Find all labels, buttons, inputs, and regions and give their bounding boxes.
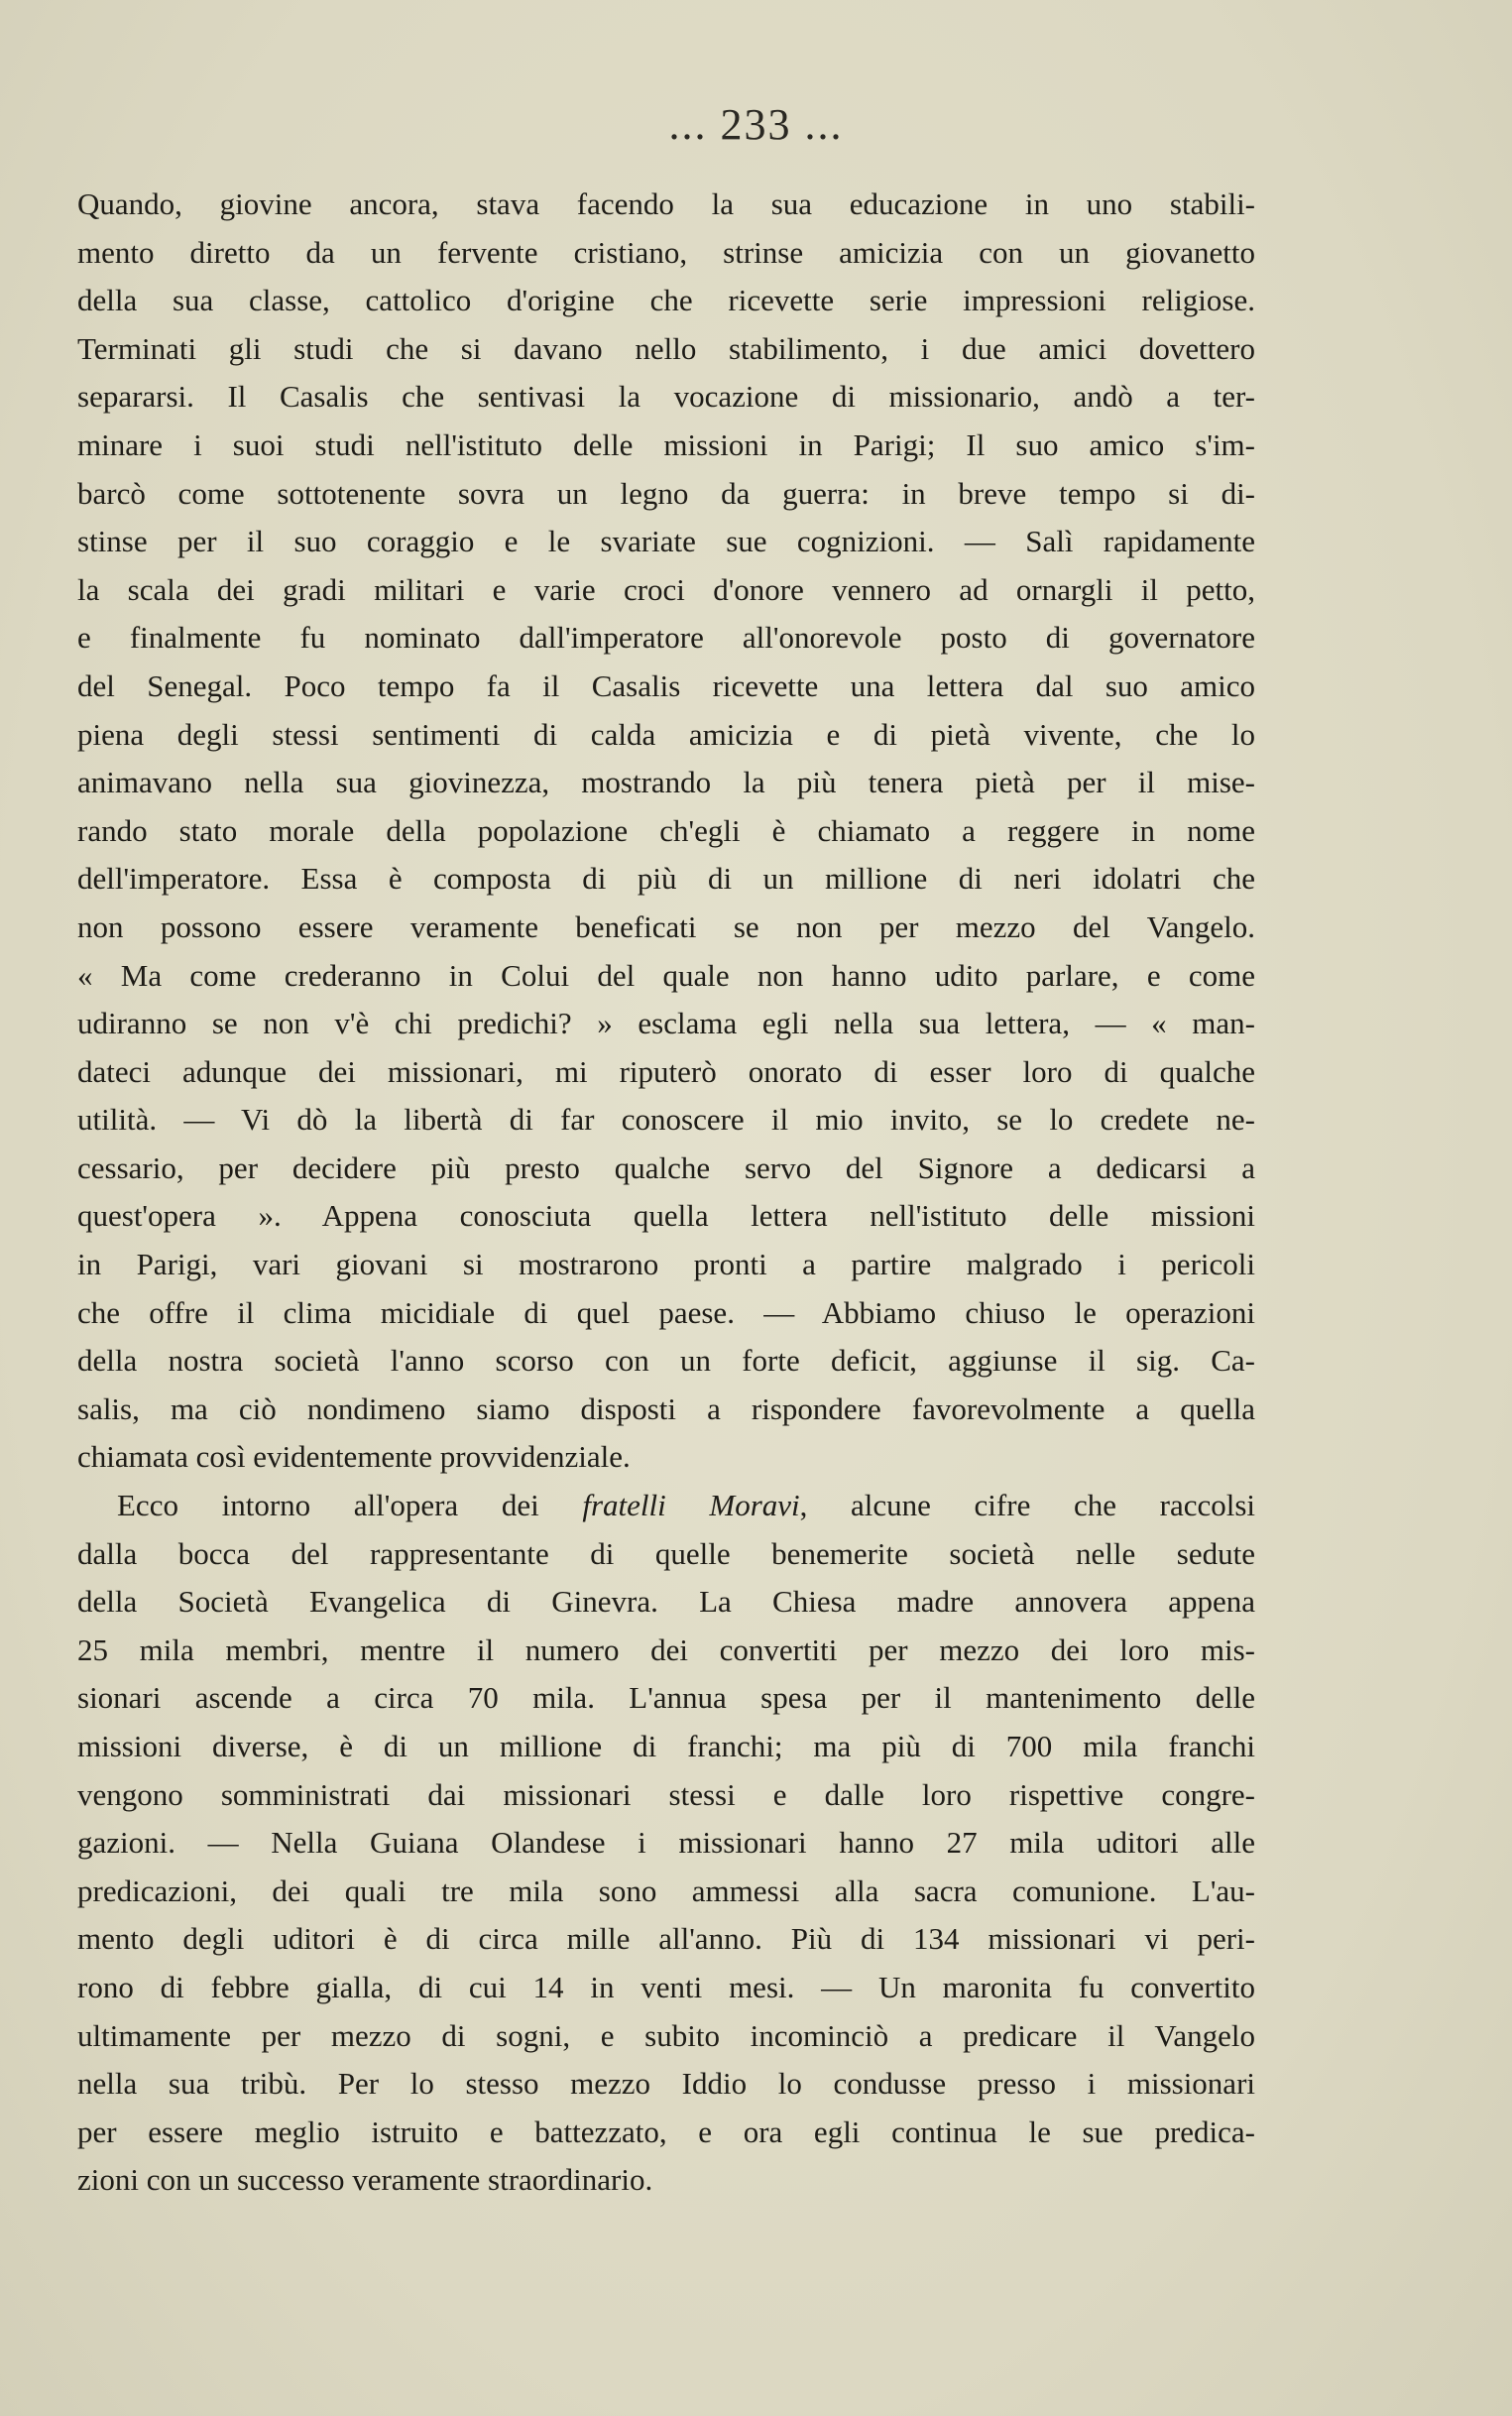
text-line: dell'imperatore. Essa è composta di più di un millione di neri idolatri che — [77, 861, 1255, 897]
text-line: rando stato morale della popolazione ch'egli è chiamato a reggere in nome — [77, 812, 1255, 848]
text-line: in Parigi, vari giovani si mostrarono pronti a partire malgrado i pericoli — [77, 1247, 1255, 1282]
text-segment: Ecco intorno all'opera dei — [117, 1488, 583, 1523]
text-line: animavano nella sua giovinezza, mostrando la più tenera pietà per il mise- — [77, 765, 1255, 800]
text-line: barcò come sottotenente sovra un legno da guerra: in breve tempo si di- — [77, 475, 1255, 511]
text-line: mento degli uditori è di circa mille all'anno. Più di 134 missionari vi peri- — [77, 1921, 1255, 1957]
text-line: della Società Evangelica di Ginevra. La Chiesa madre annovera appena — [77, 1584, 1255, 1620]
text-line: del Senegal. Poco tempo fa il Casalis ricevette una lettera dal suo amico — [77, 667, 1255, 703]
text-line: missioni diverse, è di un millione di franchi; ma più di 700 mila franchi — [77, 1729, 1255, 1763]
text-line: nella sua tribù. Per lo stesso mezzo Iddio lo condusse presso i missionari — [77, 2066, 1255, 2102]
text-line: chiamata così evidentemente provvidenziale. — [77, 1439, 631, 1475]
text-line: e finalmente fu nominato dall'imperatore all'onorevole posto di governatore — [77, 620, 1255, 656]
text-line: dalla bocca del rappresentante di quelle benemerite società nelle sedute — [77, 1535, 1255, 1571]
text-line: dateci adunque dei missionari, mi riputerò onorato di esser loro di qualche — [77, 1053, 1255, 1089]
text-line: cessario, per decidere più presto qualche servo del Signore a dedicarsi a — [77, 1149, 1255, 1185]
text-line: mento diretto da un fervente cristiano, strinse amicizia con un giovanetto — [77, 234, 1255, 270]
text-line — [77, 1482, 1255, 1530]
text-line: predicazioni, dei quali tre mila sono ammessi alla sacra comunione. L'au- — [77, 1872, 1255, 1908]
text-segment: , alcune cifre che raccolsi — [799, 1488, 1255, 1523]
text-line: piena degli stessi sentimenti di calda amicizia e di pietà vivente, che lo — [77, 716, 1255, 752]
text-line: stinse per il suo coraggio e le svariate sue cognizioni. — Salì rapidamente — [77, 524, 1255, 559]
text-line: utilità. — Vi dò la libertà di far conoscere il mio invito, se lo credete ne- — [77, 1102, 1255, 1138]
body-text — [77, 181, 1255, 2205]
text-line: ultimamente per mezzo di sogni, e subito incominciò a predicare il Vangelo — [77, 2017, 1255, 2053]
text-line: rono di febbre gialla, di cui 14 in venti mesi. — Un maronita fu convertito — [77, 1969, 1255, 2004]
text-line: della sua classe, cattolico d'origine che ricevette serie impressioni religiose. — [77, 283, 1255, 318]
text-line: gazioni. — Nella Guiana Olandese i missionari hanno 27 mila uditori alle — [77, 1825, 1255, 1861]
text-line: non possono essere veramente beneficati se non per mezzo del Vangelo. — [77, 908, 1255, 944]
text-line: Quando, giovine ancora, stava facendo la sua educazione in uno stabili- — [77, 186, 1255, 221]
text-line: separarsi. Il Casalis che sentivasi la vocazione di missionario, andò a ter- — [77, 379, 1255, 415]
text-line: minare i suoi studi nell'istituto delle missioni in Parigi; Il suo amico s'im- — [77, 426, 1255, 462]
italic-phrase: fratelli Moravi — [582, 1488, 800, 1523]
text-line: salis, ma ciò nondimeno siamo disposti a rispondere favorevolmente a quella — [77, 1390, 1255, 1426]
text-line: della nostra società l'anno scorso con un forte deficit, aggiunse il sig. Ca- — [77, 1343, 1255, 1379]
text-line: « Ma come crederanno in Colui del quale non hanno udito parlare, e come — [77, 957, 1255, 993]
text-line: 25 mila membri, mentre il numero dei convertiti per mezzo dei loro mis- — [77, 1631, 1255, 1667]
text-line: udiranno se non v'è chi predichi? » esclama egli nella sua lettera, — « man- — [77, 1006, 1255, 1041]
text-line: la scala dei gradi militari e varie croci d'onore vennero ad ornargli il petto, — [77, 571, 1255, 607]
page-number: ... 233 ... — [668, 100, 844, 149]
text-line: sionari ascende a circa 70 mila. L'annua spesa per il mantenimento delle — [77, 1680, 1255, 1716]
text-line: che offre il clima micidiale di quel paese. — Abbiamo chiuso le operazioni — [77, 1294, 1255, 1330]
text-line: per essere meglio istruito e battezzato, e ora egli continua le sue predica- — [77, 2114, 1255, 2149]
text-line: vengono somministrati dai missionari stessi e dalle loro rispettive congre- — [77, 1776, 1255, 1812]
text-line: zioni con un successo veramente straordinario. — [77, 2162, 653, 2198]
text-line: quest'opera ». Appena conosciuta quella lettera nell'istituto delle missioni — [77, 1198, 1255, 1234]
text-line: Terminati gli studi che si davano nello stabilimento, i due amici dovettero — [77, 330, 1255, 366]
